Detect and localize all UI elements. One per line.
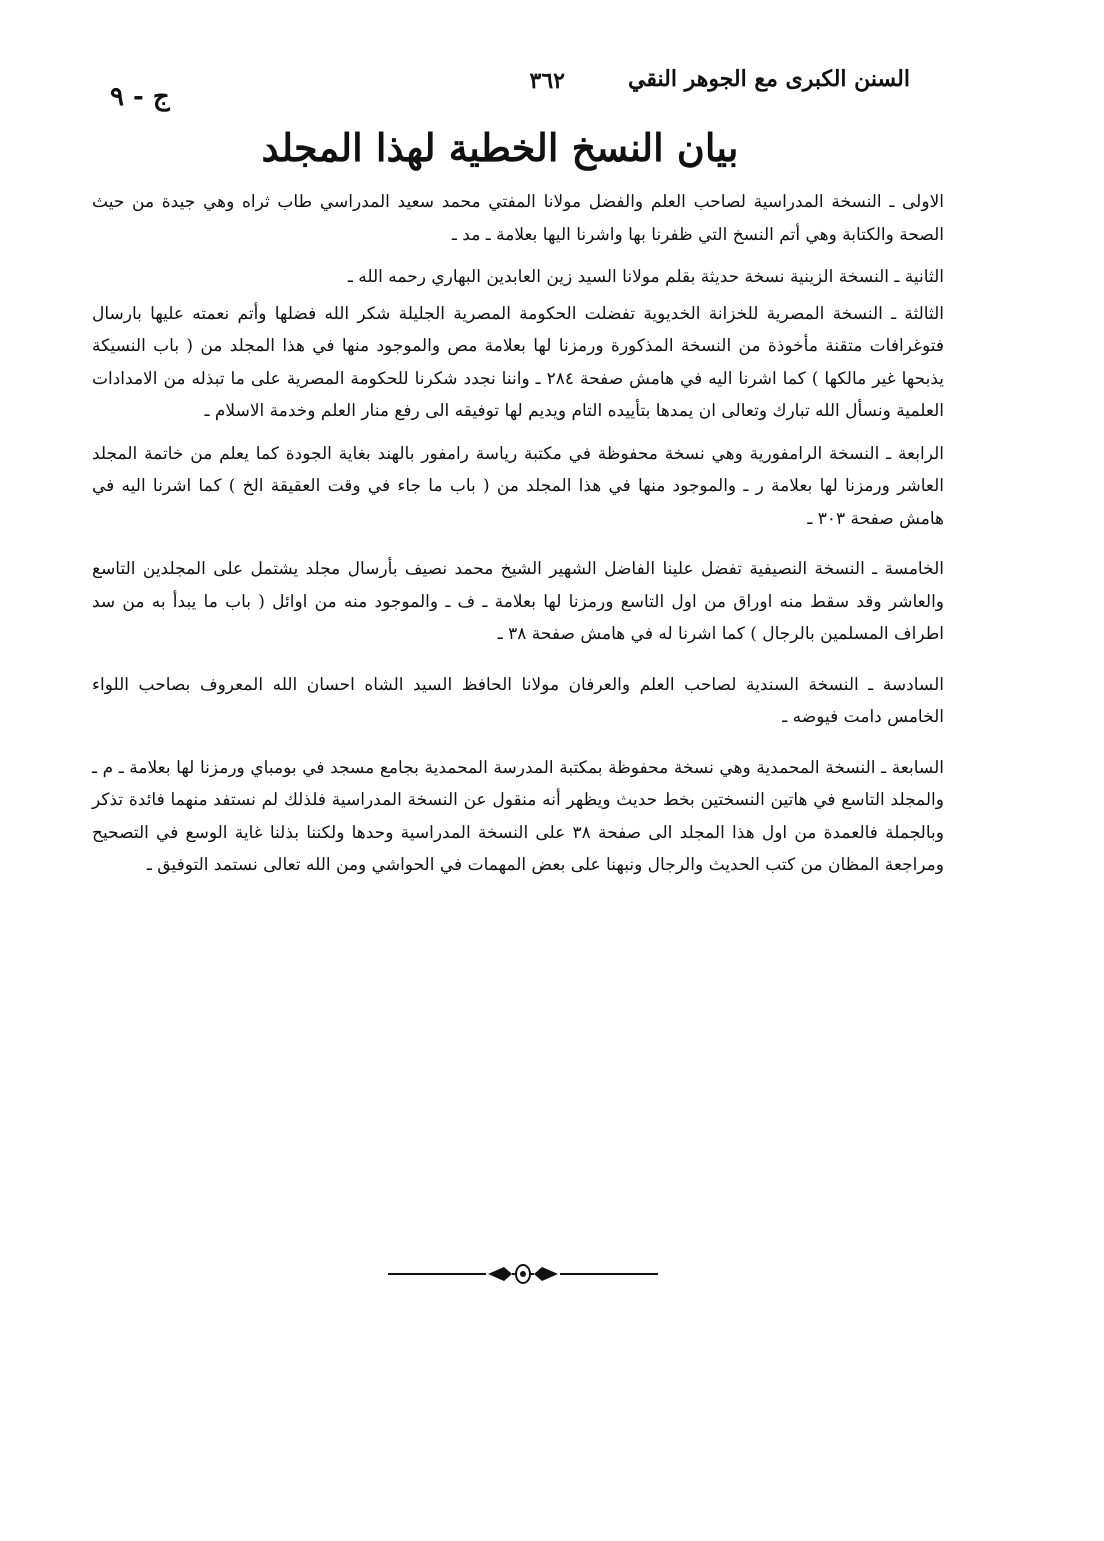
entry-sixth-sindiya: السادسة ـ النسخة السندية لصاحب العلم والعرفان مولانا الحافظ السيد الشاه احسان الله المعروف بصاحب اللواء الخامس دامت فيوضه ـ bbox=[92, 674, 944, 727]
page-title: بيان النسخ الخطية لهذا المجلد bbox=[261, 125, 739, 170]
divider-line-left bbox=[388, 1273, 486, 1275]
ornament-icon bbox=[486, 1262, 560, 1286]
running-header bbox=[110, 66, 910, 110]
entry-third-misriya: الثالثة ـ النسخة المصرية للخزانة الخديوية تفضلت الحكومة المصرية الجليلة شكر الله فضلها وأتم نعمته عليها بارسال فتوغرافات متقنة مأخوذة من النسخة المذكورة ورمزنا لها بعلامة مص والموجود منها في هذا المجلد من ( باب النسيكة يذبحها غير مالكها ) كما اشرنا اليه في هامش صفحة ٢٨٤ ـ واننا نجدد شكرنا للحكومة المصرية على ما تبذله من الامدادات العلمية ونسأل الله تبارك وتعالى ان يمدها بتأييده التام ويديم لها توفيقه الى رفع منار العلم وخدمة الاسلام ـ bbox=[92, 303, 944, 421]
volume-label: ج - ٩ bbox=[110, 82, 170, 112]
end-divider-ornament bbox=[388, 1262, 658, 1286]
entry-second-zayniya: الثانية ـ النسخة الزينية نسخة حديثة بقلم مولانا السيد زين العابدين البهاري رحمه الله ـ bbox=[347, 267, 944, 287]
entry-fifth-nasifiya: الخامسة ـ النسخة النصيفية تفضل علينا الفاضل الشهير الشيخ محمد نصيف بأرسال مجلد يشتمل على المجلدين التاسع والعاشر وقد سقط منه اوراق من اول التاسع ورمزنا لها بعلامة ـ ف ـ والموجود منه من اوائل ( باب ما يبدأ به من سد اطراف المسلمين بالرجال ) كما اشرنا له في هامش صفحة ٣٨ ـ bbox=[92, 559, 944, 644]
entry-first-madrasiya: الاولى ـ النسخة المدراسية لصاحب العلم والفضل مولانا المفتي محمد سعيد المدراسي طاب ثراه وهي جيدة من حيث الصحة والكتابة وهي أتم النسخ التي ظفرنا بها واشرنا اليها بعلامة ـ مد ـ bbox=[92, 192, 944, 245]
entry-seventh-muhammadiya: السابعة ـ النسخة المحمدية وهي نسخة محفوظة بمكتبة المدرسة المحمدية بجامع مسجد في بومباي ورمزنا لها بعلامة ـ م ـ والمجلد التاسع في هاتين النسختين بخط حديث ويظهر أنه منقول عن النسخة المدراسية فلذلك لم نستفد منهما فائدة تذكر وبالجملة فالعمدة من اول هذا المجلد الى صفحة ٣٨ على النسخة المدراسية وحدها ولكننا بذلنا غاية الوسع في التصحيح ومراجعة المظان من كتب الحديث والرجال ونبهنا على بعض المهمات في الحواشي ومن الله تعالى نستمد التوفيق ـ bbox=[92, 757, 944, 875]
book-title: السنن الكبرى مع الجوهر النقي bbox=[628, 66, 910, 92]
manuscripts-list bbox=[92, 186, 944, 892]
entry-fourth-rampuriya: الرابعة ـ النسخة الرامفورية وهي نسخة محفوظة في مكتبة رياسة رامفور بالهند بغاية الجودة كما يعلم من خاتمة المجلد العاشر ورمزنا لها بعلامة ر ـ والموجود منها في هذا المجلد من ( باب ما جاء في وقت العقيقة الخ ) كما اشرنا اليه في هامش صفحة ٣٠٣ ـ bbox=[92, 443, 944, 529]
page-number: ٣٦٢ bbox=[529, 68, 565, 94]
divider-line-right bbox=[560, 1273, 658, 1275]
